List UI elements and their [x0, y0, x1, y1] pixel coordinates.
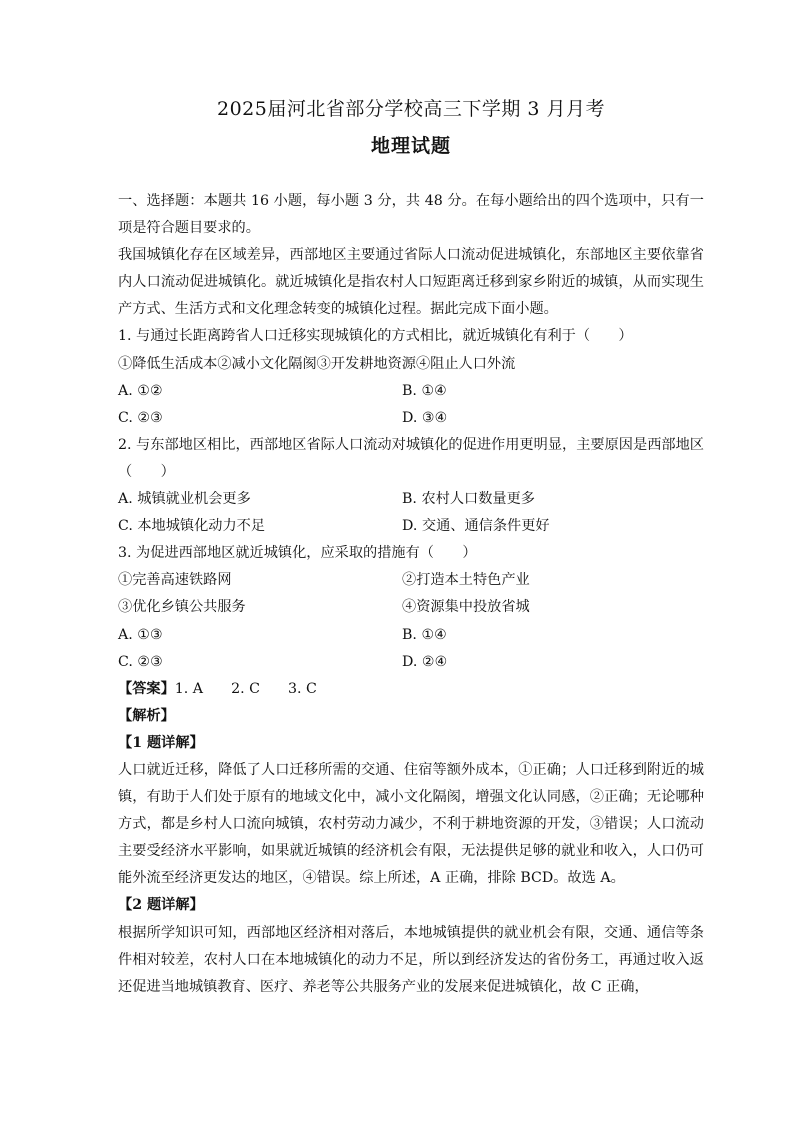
question-1-options-row-1 — [118, 378, 704, 405]
question-3-statement-4: ④资源集中投放省城 — [402, 599, 530, 616]
question-3-option-d: D. ②④ — [402, 653, 448, 670]
question-1-option-a: A. ①② — [118, 382, 163, 399]
question-3-statements-row-2 — [118, 594, 704, 621]
question-3-options-row-1 — [118, 622, 704, 649]
question-3-options-row-2 — [118, 649, 704, 676]
page-title: 2025届河北省部分学校高三下学期 3 月月考 — [216, 98, 606, 120]
question-3-statement-1: ①完善高速铁路网 — [118, 572, 232, 589]
question-1-statement: ①降低生活成本②减小文化隔阂③开发耕地资源④阻止人口外流 — [118, 355, 516, 372]
analysis-q2-text: 根据所学知识可知，西部地区经济相对落后，本地城镇提供的就业机会有限，交通、通信等条件相对较差，农村人口在本地城镇化的动力不足，所以到经济发达的省份务工，再通过收入返还促进当地城镇教育、医疗、养老等公共服务产业的发展来促进城镇化，故 C 正确， — [118, 924, 704, 995]
answer-line — [118, 676, 704, 703]
section-intro: 一、选择题：本题共 16 小题，每小题 3 分，共 48 分。在每小题给出的四个选项中，只有一项是符合题目要求的。 — [118, 193, 704, 237]
question-3-option-b: B. ①④ — [402, 626, 447, 643]
question-3-option-a: A. ①③ — [118, 626, 163, 643]
document-content — [118, 188, 704, 1001]
question-1-option-d: D. ③④ — [402, 409, 448, 426]
question-1-options-row-2 — [118, 405, 704, 432]
analysis-label: 【解析】 — [118, 707, 175, 724]
page-subtitle: 地理试题 — [370, 135, 451, 157]
question-2-options-row-1 — [118, 486, 704, 513]
material-paragraph: 我国城镇化存在区域差异，西部地区主要通过省际人口流动促进城镇化，东部地区主要依靠省内人口流动促进城镇化。就近城镇化是指农村人口短距离迁移到家乡附近的城镇，从而实现生产方式、生活方式和文化理念转变的城镇化过程。据此完成下面小题。 — [118, 247, 704, 318]
answer-1: 1. A — [174, 680, 204, 697]
question-3-statement-3: ③优化乡镇公共服务 — [118, 599, 246, 616]
analysis-q2-label: 【2 题详解】 — [118, 897, 204, 914]
answer-label: 【答案】 — [118, 680, 175, 697]
question-1-option-b: B. ①④ — [402, 382, 447, 399]
question-2-options-row-2 — [118, 513, 704, 540]
question-1-option-c: C. ②③ — [118, 409, 163, 426]
question-3-statements-row-1 — [118, 567, 704, 594]
answer-2: 2. C — [231, 680, 260, 697]
question-2-option-c: C. 本地城镇化动力不足 — [118, 518, 266, 535]
question-3-stem: 3. 为促进西部地区就近城镇化，应采取的措施有（ ） — [118, 545, 477, 562]
analysis-q1-label: 【1 题详解】 — [118, 734, 204, 751]
question-2-stem: 2. 与东部地区相比，西部地区省际人口流动对城镇化的促进作用更明显，主要原因是西部地区（ ） — [118, 436, 704, 480]
answer-3: 3. C — [287, 680, 317, 697]
question-3-option-c: C. ②③ — [118, 653, 163, 670]
question-2-option-d: D. 交通、通信条件更好 — [402, 518, 550, 535]
question-2-option-b: B. 农村人口数量更多 — [402, 491, 535, 508]
question-3-statement-2: ②打造本土特色产业 — [402, 572, 530, 589]
question-1-stem: 1. 与通过长距离跨省人口迁移实现城镇化的方式相比，就近城镇化有利于（ ） — [118, 328, 633, 345]
question-2-option-a: A. 城镇就业机会更多 — [118, 491, 251, 508]
analysis-q1-text: 人口就近迁移，降低了人口迁移所需的交通、住宿等额外成本，①正确；人口迁移到附近的城镇，有助于人们处于原有的地域文化中，减小文化隔阂，增强文化认同感，②正确；无论哪种方式，都是乡村人口流向城镇，农村劳动力减少，不利于耕地资源的开发，③错误；人口流动主要受经济水平影响，如果就近城镇的经济机会有限，无法提供足够的就业和收入，人口仍可能外流至经济更发达的地区，④错误。综上所述，A 正确，排除 BCD。故选 A。 — [118, 761, 704, 887]
